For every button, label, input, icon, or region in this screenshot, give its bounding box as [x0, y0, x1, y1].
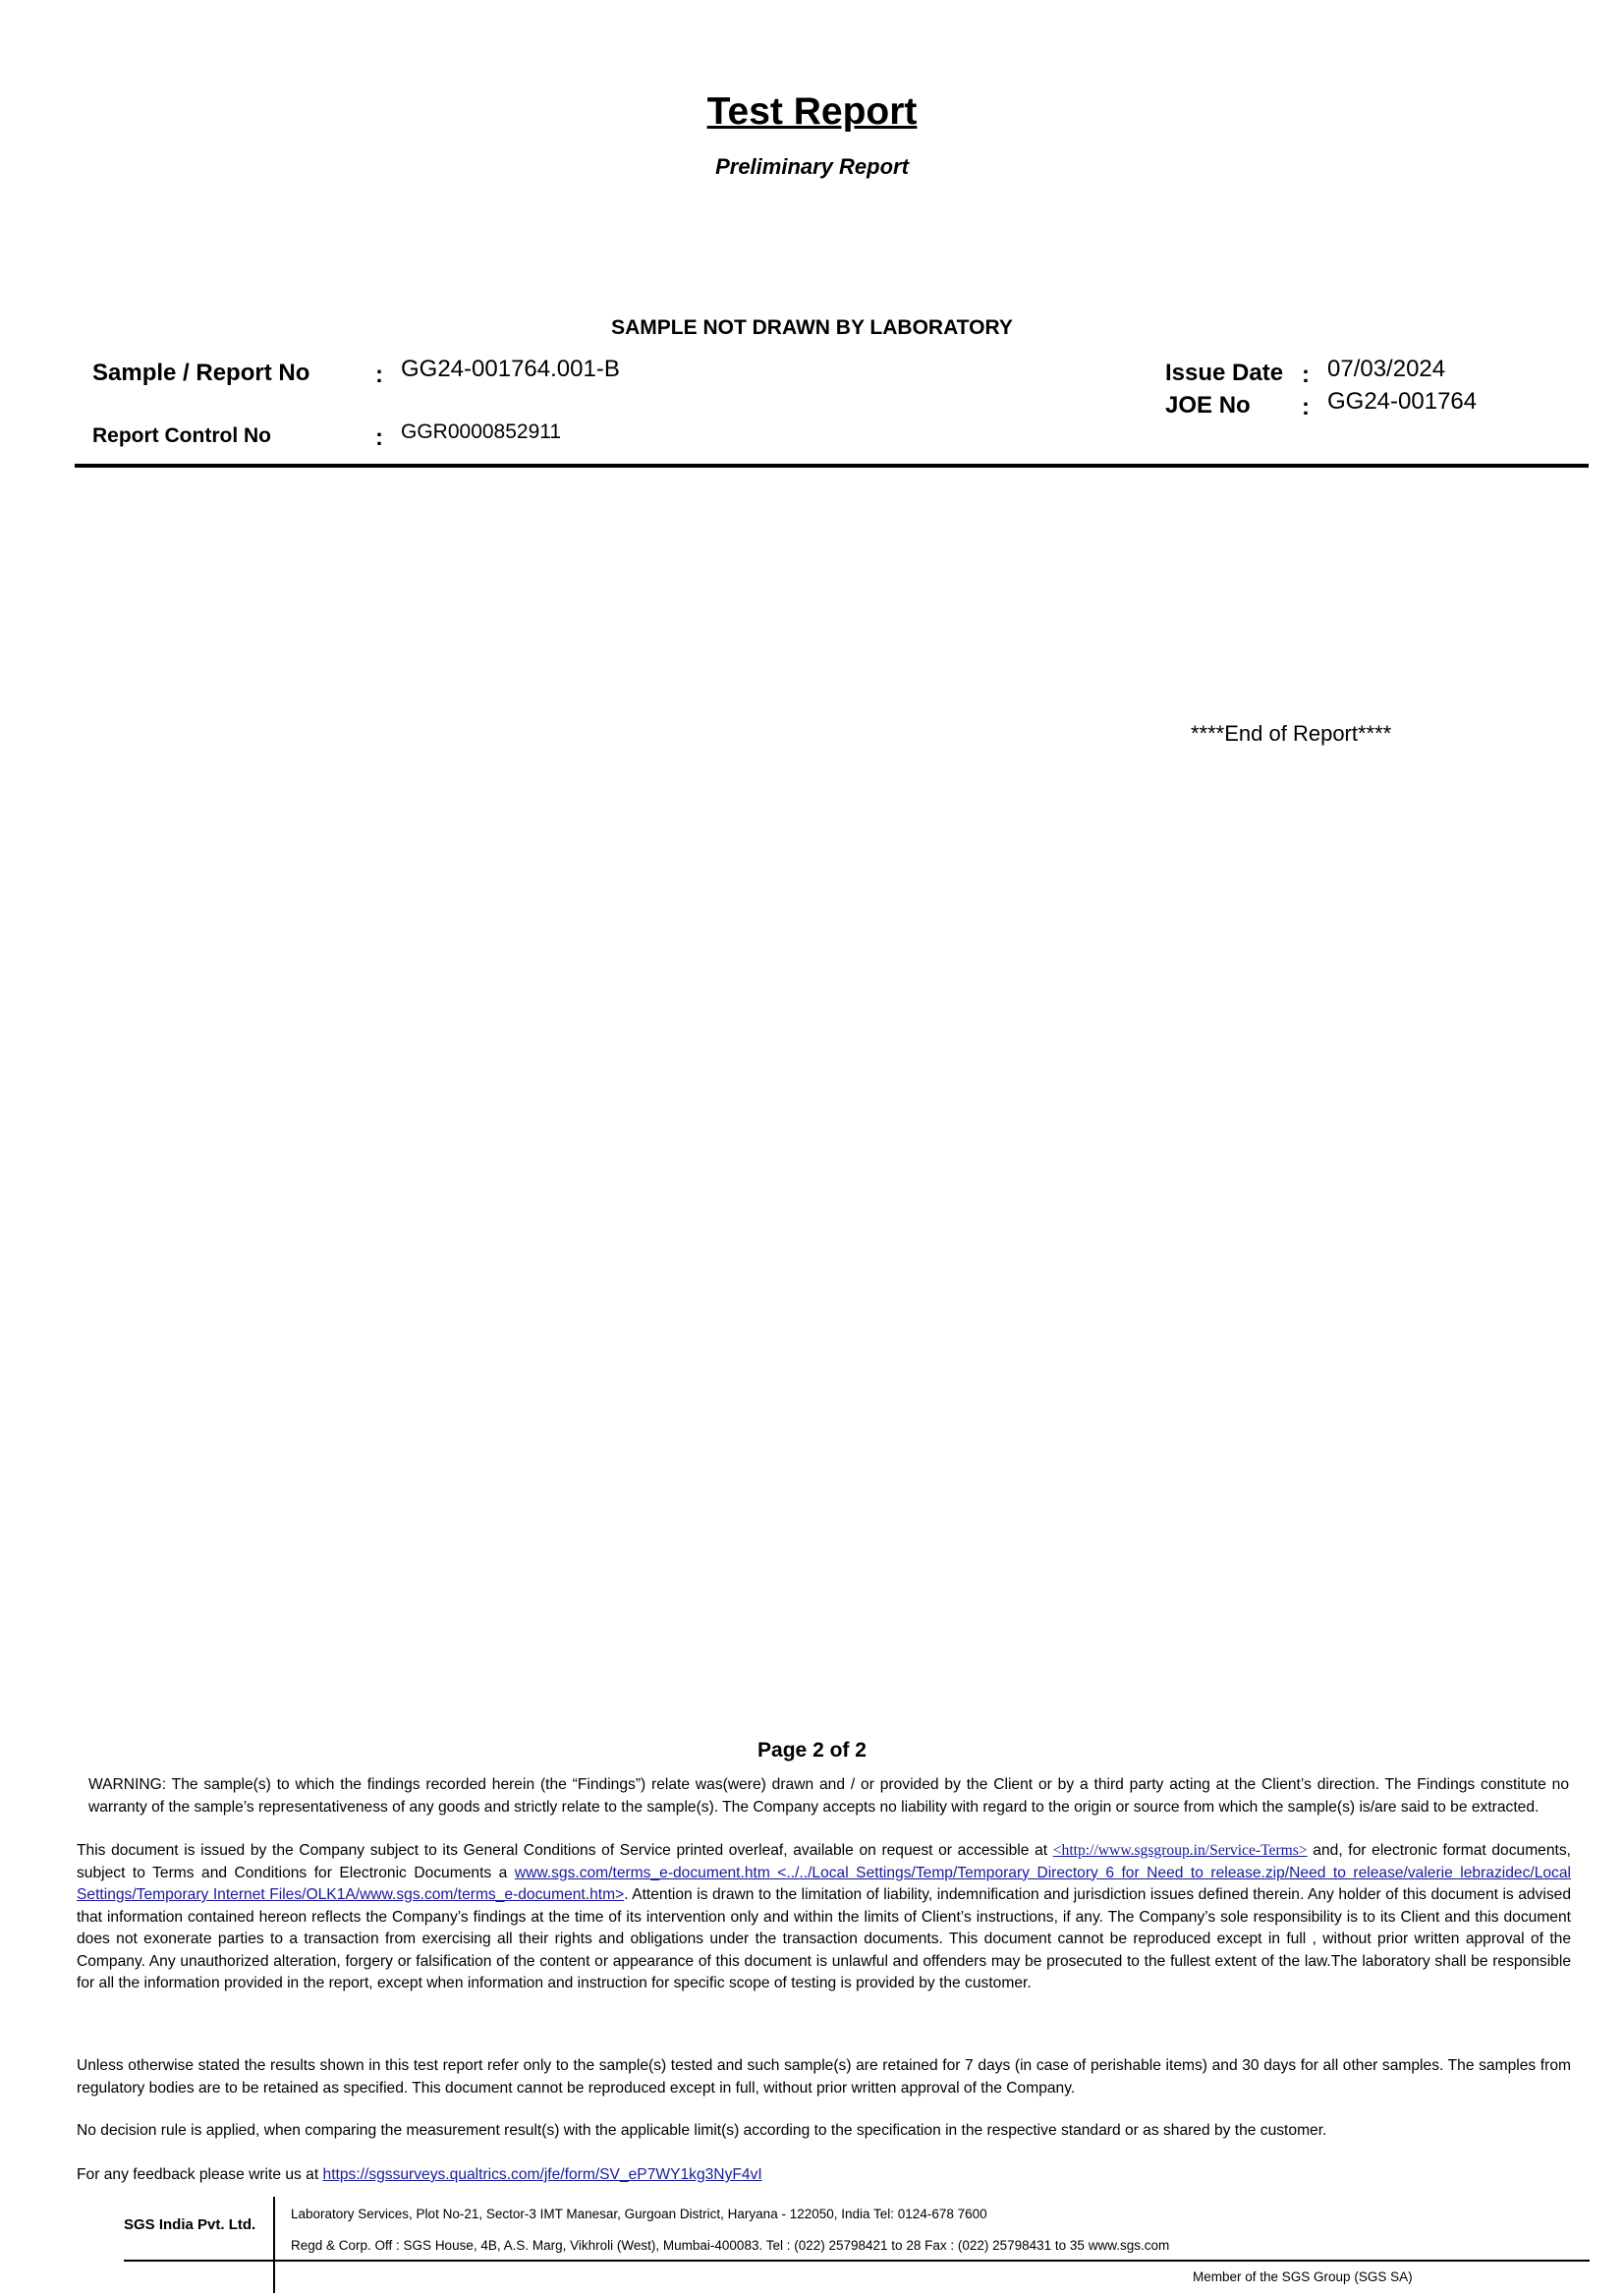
sample-report-label: Sample / Report No [92, 360, 310, 386]
warning-paragraph: WARNING: The sample(s) to which the findings recorded herein (the “Findings”) relate was(were) drawn and / or provided by the Client or by a third party acting at the Client’s direction. The Findings constitute no warranty of the sample’s representativeness of any goods and strictly relate to the sample(s). The Company accepts no liability with regard to the origin or source from which the sample(s) is/are said to be extracted. [88, 1776, 1569, 1816]
feedback-line [77, 2164, 762, 2186]
issue-date-colon: : [1302, 362, 1310, 388]
terms-text-3: . Attention is drawn to the limitation of liability, indemnification and jurisdiction issues defined therein. Any holder of this document is advised that information contained hereon reflects the Company’s findings at the time of its intervention only and within the limits of Client’s instructions, if any. The Company’s sole responsibility is to its Client and this document does not exonerate parties to a transaction from exercising all their rights and obligations under the transaction documents. This document cannot be reproduced except in full , without prior written approval of the Company. Any unauthorized alteration, forgery or falsification of the content or appearance of this document is unlawful and offenders may be prosecuted to the fullest extent of the law.The laboratory shall be responsible for all the information provided in the report, except when information and instruction for specific scope of testing is provided by the customer. [77, 1886, 1571, 1991]
report-title: Test Report [706, 90, 918, 133]
retention-paragraph: Unless otherwise stated the results shown in this test report refer only to the sample(s) tested and such sample(s) are retained for 7 days (in case of perishable items) and 30 days for all other samples. The samples from regulatory bodies are to be retained as specified. This document cannot be reproduced except in full, without prior written approval of the Company. [77, 2057, 1571, 2097]
terms-paragraph [77, 1840, 1571, 1995]
lab-address: Laboratory Services, Plot No-21, Sector-3 IMT Manesar, Gurgoan District, Haryana - 122050, India Tel: 0124-678 7600 [291, 2207, 987, 2221]
report-control-label: Report Control No [92, 424, 271, 447]
terms-text-1: This document is issued by the Company subject to its General Conditions of Service printed overleaf, available on request or accessible at [77, 1842, 1048, 1859]
report-control-value: GGR0000852911 [401, 420, 562, 443]
feedback-link[interactable]: https://sgssurveys.qualtrics.com/jfe/form/SV_eP7WY1kg3NyF4vI [322, 2166, 762, 2183]
company-name: SGS India Pvt. Ltd. [124, 2216, 256, 2233]
decision-rule-paragraph: No decision rule is applied, when comparing the measurement result(s) with the applicable limit(s) according to the specification in the respective standard or as shared by the customer. [77, 2122, 1327, 2139]
e-document-terms-link[interactable]: www.sgs.com/terms_e-document.htm <../../Local Settings/Temp/Temporary Directory 6 for Need to release.zip/Need to release/valerie lebrazidec/Local Settings/Temporary Internet Files/OLK1A/www.sgs.com/terms_e-document.htm> [77, 1864, 1571, 1903]
issue-date-label: Issue Date [1165, 360, 1284, 386]
issue-date-value: 07/03/2024 [1327, 356, 1446, 382]
sample-report-colon: : [375, 362, 383, 388]
sgs-member-note: Member of the SGS Group (SGS SA) [1193, 2269, 1413, 2284]
footer-vertical-divider [273, 2197, 275, 2293]
sample-notice: SAMPLE NOT DRAWN BY LABORATORY [611, 316, 1013, 339]
service-terms-link[interactable]: <http://www.sgsgroup.in/Service-Terms> [1052, 1842, 1308, 1859]
header-divider [75, 464, 1589, 468]
joe-label: JOE No [1165, 392, 1251, 419]
footer-horizontal-divider [124, 2260, 1590, 2262]
joe-colon: : [1302, 394, 1310, 420]
regd-address: Regd & Corp. Off : SGS House, 4B, A.S. Marg, Vikhroli (West), Mumbai-400083. Tel : (022) 25798421 to 28 Fax : (022) 25798431 to 35 www.sgs.com [291, 2238, 1170, 2253]
end-of-report: ****End of Report**** [1191, 721, 1392, 746]
report-control-colon: : [375, 424, 383, 451]
terms-text-2: and, for electronic format documents, subject to Terms and Conditions for Electronic Documents a [77, 1842, 1571, 1881]
report-subtitle: Preliminary Report [715, 154, 909, 179]
sample-report-value: GG24-001764.001-B [401, 356, 620, 382]
page-number: Page 2 of 2 [757, 1739, 867, 1762]
joe-value: GG24-001764 [1327, 388, 1478, 415]
feedback-label: For any feedback please write us at [77, 2166, 319, 2183]
